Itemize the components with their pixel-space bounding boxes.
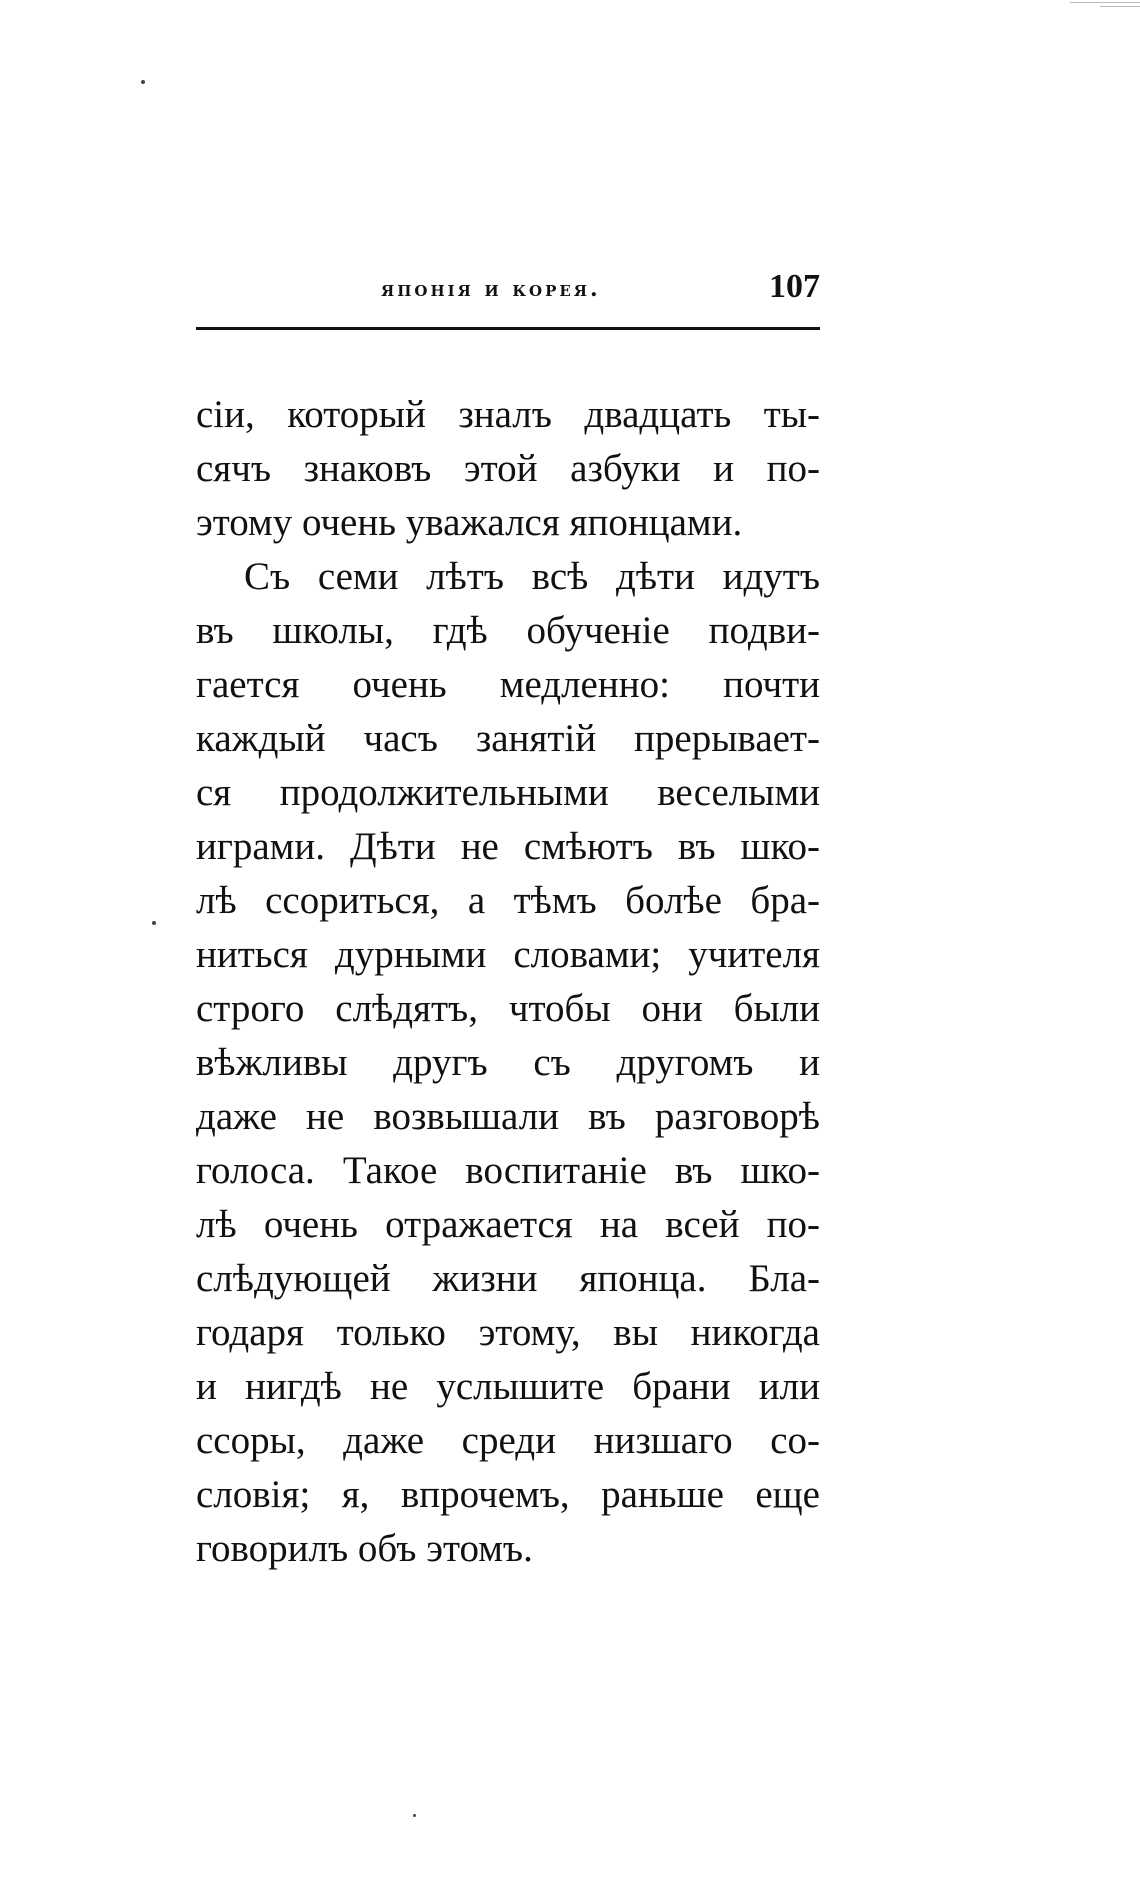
text-line: говорилъ объ этомъ. bbox=[196, 1527, 533, 1570]
scan-speck bbox=[413, 1814, 416, 1817]
text-line: гается очень медленно: почти bbox=[196, 663, 820, 706]
text-line: и нигдѣ не услышите брани или bbox=[196, 1365, 820, 1408]
text-line: даже не возвышали въ разговорѣ bbox=[196, 1095, 820, 1138]
running-title: японія и корея. bbox=[381, 276, 601, 302]
text-line: каждый часъ занятій прерывает- bbox=[196, 717, 820, 760]
text-line: ссоры, даже среди низшаго со- bbox=[196, 1419, 820, 1462]
body-text bbox=[196, 388, 820, 1576]
text-line: лѣ очень отражается на всей по- bbox=[196, 1203, 820, 1246]
text-line: Съ семи лѣтъ всѣ дѣти идутъ bbox=[244, 555, 820, 598]
text-line: вѣжливы другъ съ другомъ и bbox=[196, 1041, 820, 1084]
text-line: сіи, который зналъ двадцать ты- bbox=[196, 393, 820, 436]
scan-edge-mark bbox=[1070, 0, 1140, 8]
text-line: сячъ знаковъ этой азбуки и по- bbox=[196, 447, 820, 490]
page-number: 107 bbox=[769, 268, 820, 305]
text-line: строго слѣдятъ, чтобы они были bbox=[196, 987, 820, 1030]
text-line: голоса. Такое воспитаніе въ шко- bbox=[196, 1149, 820, 1192]
text-line: этому очень уважался японцами. bbox=[196, 501, 743, 544]
text-line: лѣ ссориться, а тѣмъ болѣе бра- bbox=[196, 879, 820, 922]
header-rule bbox=[196, 327, 820, 330]
running-head bbox=[196, 268, 820, 312]
text-line: слѣдующей жизни японца. Бла- bbox=[196, 1257, 820, 1300]
scan-speck bbox=[141, 80, 145, 84]
text-line: словія; я, впрочемъ, раньше еще bbox=[196, 1473, 820, 1516]
text-line: ниться дурными словами; учителя bbox=[196, 933, 820, 976]
text-line: ся продолжительными веселыми bbox=[196, 771, 820, 814]
text-line: въ школы, гдѣ обученіе подви- bbox=[196, 609, 820, 652]
scan-speck bbox=[152, 921, 156, 925]
text-line: годаря только этому, вы никогда bbox=[196, 1311, 820, 1354]
text-line: играми. Дѣти не смѣютъ въ шко- bbox=[196, 825, 820, 868]
